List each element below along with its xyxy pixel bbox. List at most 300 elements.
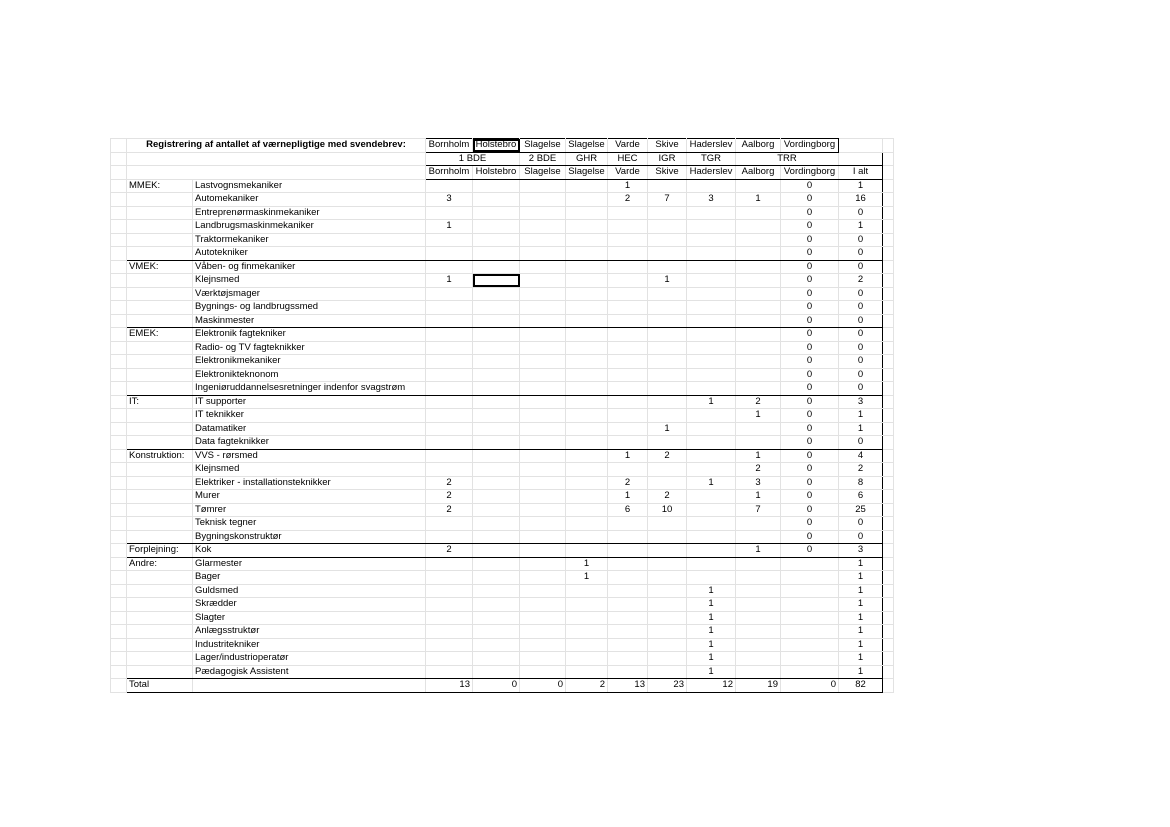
value-cell[interactable] (566, 233, 608, 247)
value-cell[interactable] (473, 341, 520, 355)
value-cell[interactable]: 3 (426, 193, 473, 207)
value-cell[interactable] (608, 652, 648, 666)
value-cell[interactable] (566, 409, 608, 423)
trade-name[interactable]: Entreprenørmaskinmekaniker (193, 206, 426, 220)
value-cell[interactable] (687, 301, 736, 315)
group-label[interactable]: VMEK: (127, 260, 193, 274)
value-cell[interactable] (736, 557, 781, 571)
value-cell[interactable]: 0 (781, 463, 839, 477)
value-cell[interactable] (781, 638, 839, 652)
value-cell[interactable]: 0 (781, 422, 839, 436)
value-cell[interactable] (736, 301, 781, 315)
edge-cell[interactable] (883, 206, 894, 220)
value-cell[interactable] (687, 571, 736, 585)
value-cell[interactable] (520, 247, 566, 261)
row-total[interactable]: 8 (839, 476, 883, 490)
group-label-empty[interactable] (127, 530, 193, 544)
value-cell[interactable] (520, 287, 566, 301)
edge-cell[interactable] (883, 665, 894, 679)
value-cell[interactable]: 1 (608, 179, 648, 193)
value-cell[interactable] (687, 355, 736, 369)
edge-cell[interactable] (883, 463, 894, 477)
value-cell[interactable]: 0 (781, 341, 839, 355)
edge-cell[interactable] (111, 422, 127, 436)
group-label-empty[interactable] (127, 382, 193, 396)
value-cell[interactable] (473, 490, 520, 504)
edge-cell[interactable] (883, 638, 894, 652)
value-cell[interactable] (648, 530, 687, 544)
row-total[interactable]: 1 (839, 557, 883, 571)
value-cell[interactable] (520, 598, 566, 612)
group-label-empty[interactable] (127, 638, 193, 652)
value-cell[interactable] (520, 382, 566, 396)
value-cell[interactable] (473, 665, 520, 679)
value-cell[interactable] (473, 314, 520, 328)
group-label[interactable]: MMEK: (127, 179, 193, 193)
edge-cell[interactable] (111, 193, 127, 207)
empty-cell[interactable] (193, 679, 426, 693)
value-cell[interactable]: 0 (781, 436, 839, 450)
value-cell[interactable] (473, 179, 520, 193)
value-cell[interactable] (736, 584, 781, 598)
value-cell[interactable]: 0 (781, 233, 839, 247)
value-cell[interactable] (648, 247, 687, 261)
row-total[interactable]: 1 (839, 422, 883, 436)
total-label[interactable]: Total (127, 679, 193, 693)
value-cell[interactable]: 10 (648, 503, 687, 517)
value-cell[interactable] (687, 503, 736, 517)
value-cell[interactable] (426, 382, 473, 396)
group-label-empty[interactable] (127, 503, 193, 517)
group-label-empty[interactable] (127, 625, 193, 639)
edge-cell[interactable] (111, 179, 127, 193)
row-total[interactable]: 0 (839, 233, 883, 247)
value-cell[interactable] (608, 598, 648, 612)
row-total[interactable]: 1 (839, 584, 883, 598)
value-cell[interactable] (736, 598, 781, 612)
edge-cell[interactable] (111, 476, 127, 490)
empty-cell[interactable] (127, 152, 426, 166)
value-cell[interactable] (473, 503, 520, 517)
value-cell[interactable] (520, 314, 566, 328)
header-location[interactable]: Skive (648, 139, 687, 153)
edge-cell[interactable] (883, 314, 894, 328)
trade-name[interactable]: Pædagogisk Assistent (193, 665, 426, 679)
edge-cell[interactable] (883, 395, 894, 409)
value-cell[interactable] (473, 530, 520, 544)
row-total[interactable]: 0 (839, 368, 883, 382)
edge-cell[interactable] (883, 341, 894, 355)
header-location[interactable]: Holstebro (473, 139, 520, 153)
value-cell[interactable] (648, 557, 687, 571)
edge-cell[interactable] (883, 584, 894, 598)
value-cell[interactable] (736, 260, 781, 274)
value-cell[interactable] (473, 274, 520, 288)
value-cell[interactable] (648, 206, 687, 220)
value-cell[interactable] (781, 665, 839, 679)
value-cell[interactable] (608, 517, 648, 531)
value-cell[interactable]: 1 (736, 449, 781, 463)
edge-cell[interactable] (839, 139, 883, 153)
value-cell[interactable] (566, 422, 608, 436)
value-cell[interactable] (473, 287, 520, 301)
row-total[interactable]: 1 (839, 652, 883, 666)
value-cell[interactable] (426, 517, 473, 531)
row-total[interactable]: 0 (839, 341, 883, 355)
value-cell[interactable] (608, 436, 648, 450)
value-cell[interactable] (736, 179, 781, 193)
value-cell[interactable] (566, 463, 608, 477)
edge-cell[interactable] (111, 287, 127, 301)
value-cell[interactable]: 1 (687, 584, 736, 598)
trade-name[interactable]: Data fagteknikker (193, 436, 426, 450)
value-cell[interactable] (608, 557, 648, 571)
edge-cell[interactable] (883, 193, 894, 207)
value-cell[interactable] (566, 274, 608, 288)
header-unit[interactable]: TRR (736, 152, 839, 166)
edge-cell[interactable] (883, 247, 894, 261)
header-unit[interactable]: GHR (566, 152, 608, 166)
row-total[interactable]: 3 (839, 544, 883, 558)
value-cell[interactable] (520, 449, 566, 463)
edge-cell[interactable] (883, 571, 894, 585)
group-label[interactable]: Forplejning: (127, 544, 193, 558)
value-cell[interactable] (687, 314, 736, 328)
header-unit[interactable]: HEC (608, 152, 648, 166)
header-location-2[interactable]: Skive (648, 166, 687, 180)
edge-cell[interactable] (883, 220, 894, 234)
value-cell[interactable]: 1 (687, 476, 736, 490)
value-cell[interactable] (781, 625, 839, 639)
value-cell[interactable] (781, 611, 839, 625)
value-cell[interactable]: 0 (781, 382, 839, 396)
header-location[interactable]: Haderslev (687, 139, 736, 153)
value-cell[interactable] (648, 463, 687, 477)
value-cell[interactable] (687, 220, 736, 234)
value-cell[interactable] (648, 341, 687, 355)
edge-cell[interactable] (883, 625, 894, 639)
edge-cell[interactable] (111, 665, 127, 679)
value-cell[interactable] (608, 638, 648, 652)
group-label-empty[interactable] (127, 517, 193, 531)
value-cell[interactable] (608, 368, 648, 382)
value-cell[interactable] (608, 206, 648, 220)
value-cell[interactable] (608, 328, 648, 342)
header-location-2[interactable]: Varde (608, 166, 648, 180)
value-cell[interactable] (520, 611, 566, 625)
value-cell[interactable] (566, 395, 608, 409)
row-total[interactable]: 1 (839, 179, 883, 193)
edge-cell[interactable] (883, 436, 894, 450)
value-cell[interactable] (426, 638, 473, 652)
value-cell[interactable]: 6 (608, 503, 648, 517)
group-label-empty[interactable] (127, 247, 193, 261)
value-cell[interactable] (566, 328, 608, 342)
trade-name[interactable]: Bygnings- og landbrugssmed (193, 301, 426, 315)
edge-cell[interactable] (883, 152, 894, 166)
value-cell[interactable] (520, 503, 566, 517)
value-cell[interactable] (687, 368, 736, 382)
value-cell[interactable] (648, 625, 687, 639)
header-location[interactable]: Aalborg (736, 139, 781, 153)
empty-cell[interactable] (839, 152, 883, 166)
value-cell[interactable]: 0 (781, 395, 839, 409)
edge-cell[interactable] (111, 233, 127, 247)
row-total[interactable]: 25 (839, 503, 883, 517)
group-label-empty[interactable] (127, 571, 193, 585)
value-cell[interactable] (473, 247, 520, 261)
value-cell[interactable] (781, 557, 839, 571)
value-cell[interactable] (736, 287, 781, 301)
value-cell[interactable] (608, 287, 648, 301)
edge-cell[interactable] (111, 314, 127, 328)
value-cell[interactable] (648, 260, 687, 274)
edge-cell[interactable] (111, 166, 127, 180)
edge-cell[interactable] (111, 490, 127, 504)
trade-name[interactable]: Skrædder (193, 598, 426, 612)
value-cell[interactable] (781, 652, 839, 666)
value-cell[interactable] (687, 179, 736, 193)
value-cell[interactable] (473, 193, 520, 207)
value-cell[interactable] (736, 206, 781, 220)
value-cell[interactable] (648, 598, 687, 612)
header-location-2[interactable]: Bornholm (426, 166, 473, 180)
edge-cell[interactable] (883, 476, 894, 490)
edge-cell[interactable] (111, 557, 127, 571)
group-label-empty[interactable] (127, 355, 193, 369)
value-cell[interactable] (687, 422, 736, 436)
value-cell[interactable] (520, 409, 566, 423)
edge-cell[interactable] (111, 436, 127, 450)
value-cell[interactable] (648, 571, 687, 585)
value-cell[interactable]: 1 (648, 422, 687, 436)
value-cell[interactable]: 2 (608, 193, 648, 207)
value-cell[interactable] (736, 328, 781, 342)
value-cell[interactable]: 1 (608, 490, 648, 504)
value-cell[interactable] (566, 503, 608, 517)
row-total[interactable]: 0 (839, 301, 883, 315)
trade-name[interactable]: Klejnsmed (193, 463, 426, 477)
value-cell[interactable] (648, 638, 687, 652)
value-cell[interactable] (687, 206, 736, 220)
row-total[interactable]: 1 (839, 571, 883, 585)
value-cell[interactable] (687, 490, 736, 504)
value-cell[interactable] (426, 665, 473, 679)
value-cell[interactable] (473, 638, 520, 652)
edge-cell[interactable] (111, 341, 127, 355)
value-cell[interactable] (426, 436, 473, 450)
value-cell[interactable] (648, 220, 687, 234)
value-cell[interactable] (473, 625, 520, 639)
value-cell[interactable] (687, 463, 736, 477)
value-cell[interactable]: 0 (781, 409, 839, 423)
trade-name[interactable]: Elektriker - installationsteknikker (193, 476, 426, 490)
value-cell[interactable] (648, 584, 687, 598)
value-cell[interactable] (520, 638, 566, 652)
value-cell[interactable] (426, 206, 473, 220)
value-cell[interactable] (608, 530, 648, 544)
edge-cell[interactable] (883, 233, 894, 247)
group-label-empty[interactable] (127, 598, 193, 612)
header-location-2[interactable]: Holstebro (473, 166, 520, 180)
value-cell[interactable] (648, 652, 687, 666)
value-cell[interactable] (566, 260, 608, 274)
group-label-empty[interactable] (127, 314, 193, 328)
value-cell[interactable] (566, 517, 608, 531)
value-cell[interactable] (648, 409, 687, 423)
value-cell[interactable] (566, 449, 608, 463)
column-total[interactable]: 0 (520, 679, 566, 693)
value-cell[interactable] (426, 409, 473, 423)
value-cell[interactable] (781, 598, 839, 612)
group-label[interactable]: EMEK: (127, 328, 193, 342)
header-unit[interactable]: TGR (687, 152, 736, 166)
edge-cell[interactable] (111, 625, 127, 639)
value-cell[interactable] (473, 517, 520, 531)
row-total[interactable]: 6 (839, 490, 883, 504)
value-cell[interactable] (426, 598, 473, 612)
value-cell[interactable] (608, 463, 648, 477)
value-cell[interactable] (473, 422, 520, 436)
row-total[interactable]: 0 (839, 260, 883, 274)
edge-cell[interactable] (883, 517, 894, 531)
value-cell[interactable] (648, 301, 687, 315)
trade-name[interactable]: Radio- og TV fagteknikker (193, 341, 426, 355)
value-cell[interactable]: 0 (781, 287, 839, 301)
edge-cell[interactable] (111, 139, 127, 153)
value-cell[interactable] (736, 247, 781, 261)
value-cell[interactable] (426, 611, 473, 625)
value-cell[interactable] (566, 625, 608, 639)
value-cell[interactable] (566, 179, 608, 193)
value-cell[interactable]: 0 (781, 206, 839, 220)
value-cell[interactable] (736, 422, 781, 436)
edge-cell[interactable] (111, 449, 127, 463)
edge-cell[interactable] (883, 179, 894, 193)
value-cell[interactable] (426, 368, 473, 382)
value-cell[interactable] (608, 544, 648, 558)
edge-cell[interactable] (111, 247, 127, 261)
value-cell[interactable] (608, 260, 648, 274)
value-cell[interactable]: 0 (781, 193, 839, 207)
edge-cell[interactable] (883, 530, 894, 544)
value-cell[interactable] (426, 341, 473, 355)
value-cell[interactable] (426, 530, 473, 544)
row-total[interactable]: 0 (839, 436, 883, 450)
value-cell[interactable] (687, 260, 736, 274)
value-cell[interactable] (473, 544, 520, 558)
value-cell[interactable] (608, 611, 648, 625)
value-cell[interactable] (566, 341, 608, 355)
value-cell[interactable]: 1 (687, 652, 736, 666)
value-cell[interactable] (473, 328, 520, 342)
value-cell[interactable] (520, 301, 566, 315)
value-cell[interactable] (566, 193, 608, 207)
value-cell[interactable] (566, 652, 608, 666)
value-cell[interactable] (736, 368, 781, 382)
group-label-empty[interactable] (127, 463, 193, 477)
row-total[interactable]: 16 (839, 193, 883, 207)
trade-name[interactable]: Datamatiker (193, 422, 426, 436)
value-cell[interactable] (473, 220, 520, 234)
value-cell[interactable] (608, 625, 648, 639)
value-cell[interactable] (473, 598, 520, 612)
header-unit[interactable]: 1 BDE (426, 152, 520, 166)
value-cell[interactable] (687, 247, 736, 261)
value-cell[interactable]: 0 (781, 449, 839, 463)
column-total[interactable]: 12 (687, 679, 736, 693)
value-cell[interactable] (566, 247, 608, 261)
edge-cell[interactable] (111, 382, 127, 396)
group-label-empty[interactable] (127, 193, 193, 207)
group-label-empty[interactable] (127, 274, 193, 288)
value-cell[interactable] (566, 382, 608, 396)
value-cell[interactable] (566, 584, 608, 598)
value-cell[interactable] (426, 247, 473, 261)
edge-cell[interactable] (111, 652, 127, 666)
value-cell[interactable]: 2 (648, 490, 687, 504)
value-cell[interactable] (566, 544, 608, 558)
value-cell[interactable] (566, 368, 608, 382)
value-cell[interactable] (426, 395, 473, 409)
value-cell[interactable] (648, 179, 687, 193)
value-cell[interactable] (687, 409, 736, 423)
edge-cell[interactable] (883, 355, 894, 369)
value-cell[interactable] (608, 220, 648, 234)
value-cell[interactable] (608, 355, 648, 369)
header-location[interactable]: Slagelse (520, 139, 566, 153)
value-cell[interactable] (473, 571, 520, 585)
row-total[interactable]: 0 (839, 382, 883, 396)
trade-name[interactable]: Lager/industrioperatør (193, 652, 426, 666)
edge-cell[interactable] (883, 449, 894, 463)
value-cell[interactable] (648, 476, 687, 490)
value-cell[interactable] (608, 395, 648, 409)
group-label-empty[interactable] (127, 652, 193, 666)
value-cell[interactable]: 2 (426, 544, 473, 558)
header-location[interactable]: Varde (608, 139, 648, 153)
edge-cell[interactable] (883, 287, 894, 301)
value-cell[interactable] (608, 584, 648, 598)
value-cell[interactable]: 1 (426, 220, 473, 234)
header-location[interactable]: Slagelse (566, 139, 608, 153)
edge-cell[interactable] (111, 517, 127, 531)
trade-name[interactable]: VVS - rørsmed (193, 449, 426, 463)
value-cell[interactable]: 2 (608, 476, 648, 490)
value-cell[interactable] (566, 611, 608, 625)
row-total[interactable]: 1 (839, 638, 883, 652)
group-label-empty[interactable] (127, 220, 193, 234)
trade-name[interactable]: Landbrugsmaskinmekaniker (193, 220, 426, 234)
row-total[interactable]: 1 (839, 611, 883, 625)
row-total[interactable]: 0 (839, 314, 883, 328)
value-cell[interactable]: 0 (781, 220, 839, 234)
edge-cell[interactable] (883, 503, 894, 517)
trade-name[interactable]: Våben- og finmekaniker (193, 260, 426, 274)
value-cell[interactable] (608, 301, 648, 315)
edge-cell[interactable] (883, 274, 894, 288)
value-cell[interactable] (473, 476, 520, 490)
value-cell[interactable]: 0 (781, 179, 839, 193)
column-total[interactable]: 23 (648, 679, 687, 693)
value-cell[interactable] (426, 287, 473, 301)
edge-cell[interactable] (883, 382, 894, 396)
value-cell[interactable] (736, 611, 781, 625)
row-total[interactable]: 0 (839, 355, 883, 369)
group-label-empty[interactable] (127, 584, 193, 598)
value-cell[interactable] (473, 449, 520, 463)
value-cell[interactable]: 0 (781, 490, 839, 504)
